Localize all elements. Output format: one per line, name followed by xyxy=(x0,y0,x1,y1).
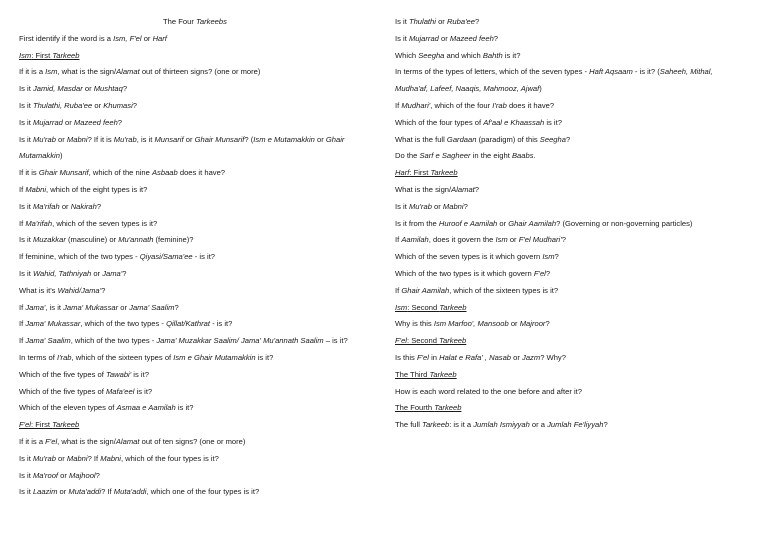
text-segment: or a xyxy=(529,420,548,430)
text-segment: Wahid, Tathniyah xyxy=(32,268,92,278)
text-segment: Ghair Munsarif xyxy=(194,134,245,144)
text-segment: The Fourth xyxy=(395,403,435,413)
text-segment: ? xyxy=(174,302,179,312)
text-segment: ? xyxy=(603,420,608,430)
question-line xyxy=(19,81,371,98)
text-segment: Ism xyxy=(542,252,555,262)
text-segment: Tarkeeb xyxy=(430,168,458,178)
text-segment: or xyxy=(141,33,153,43)
text-segment: or xyxy=(431,201,443,211)
text-segment: Jama' Saalim xyxy=(129,302,175,312)
question-line xyxy=(395,384,735,401)
question-line xyxy=(19,216,371,233)
text-segment: Mudhari' xyxy=(401,100,431,110)
text-segment: Haft Aqsaam xyxy=(589,67,633,77)
text-segment: Mabni xyxy=(100,453,121,463)
text-segment: Qiyasi/Sama'ee xyxy=(139,252,193,262)
text-segment: ? xyxy=(117,117,123,127)
question-line xyxy=(19,451,371,468)
text-segment: If it is xyxy=(19,168,39,178)
text-segment: ? If xyxy=(101,487,114,497)
text-segment: Mu'annath xyxy=(118,235,154,245)
text-segment: What is the sign/ xyxy=(395,184,452,194)
text-segment: Ghair Aamilah xyxy=(508,218,557,228)
text-segment: Ism xyxy=(495,235,508,245)
text-segment: Jama' xyxy=(102,268,123,278)
text-segment: ? xyxy=(101,285,106,295)
text-segment: Mazeed feeh xyxy=(449,33,494,43)
text-segment: Mabni xyxy=(25,184,47,194)
text-segment: or xyxy=(118,302,130,312)
text-segment: , which of the eight types is it? xyxy=(46,184,148,194)
question-line xyxy=(395,232,735,249)
text-segment: Gardaan xyxy=(446,134,477,144)
text-segment: or xyxy=(55,134,67,144)
text-segment: does it have? xyxy=(177,168,226,178)
text-segment: Ism, F'el xyxy=(113,33,142,43)
text-segment: in xyxy=(428,352,440,362)
text-segment: Is it xyxy=(19,487,33,497)
text-segment: Which of the five types of xyxy=(19,369,106,379)
text-segment: Seegha xyxy=(418,50,445,60)
right-lines xyxy=(395,14,735,434)
text-segment: ? xyxy=(561,235,566,245)
text-segment: ) xyxy=(59,151,63,161)
text-segment: or xyxy=(62,117,74,127)
text-segment: F'el xyxy=(416,352,429,362)
document-title xyxy=(19,14,371,31)
text-segment: is it? xyxy=(502,50,521,60)
text-segment: , which of the two types - xyxy=(70,336,157,346)
text-segment: Tarkeeb xyxy=(422,420,450,430)
question-line xyxy=(395,14,735,31)
text-segment: Is it xyxy=(19,235,33,245)
text-segment: , what is the sign/ xyxy=(57,67,117,77)
text-segment: If it is a xyxy=(19,67,46,77)
left-column xyxy=(19,14,371,501)
text-segment: - is it? xyxy=(209,319,233,329)
text-segment: Aamilah xyxy=(401,235,429,245)
text-segment: Mu'rab xyxy=(113,134,137,144)
text-segment: Mabni xyxy=(442,201,464,211)
section-heading xyxy=(395,300,735,317)
text-segment: Jazm xyxy=(522,352,541,362)
text-segment: or xyxy=(58,470,70,480)
text-segment: The Third xyxy=(395,369,430,379)
text-segment: Ism e Ghair Mutamakkin xyxy=(173,352,256,362)
text-segment: Muzakkar xyxy=(32,235,66,245)
text-segment: Tarkeeb xyxy=(429,369,457,379)
question-line xyxy=(19,199,371,216)
text-segment: does it have? xyxy=(506,100,555,110)
text-segment: Mujarrad xyxy=(32,117,63,127)
text-segment: Muta'addi xyxy=(68,487,102,497)
text-segment: or xyxy=(57,487,69,497)
text-segment: Ma'roof xyxy=(32,470,59,480)
text-segment: ? If xyxy=(87,453,101,463)
question-line xyxy=(395,64,735,98)
text-segment: ? Why? xyxy=(540,352,566,362)
text-segment: (paradigm) of this xyxy=(476,134,540,144)
text-segment: First identify if the word is a xyxy=(19,33,114,43)
question-line xyxy=(19,64,371,81)
question-line xyxy=(19,31,371,48)
text-segment: Mabni xyxy=(66,453,88,463)
text-segment: Is it xyxy=(19,117,33,127)
text-segment: Which of the four types of xyxy=(395,117,484,127)
text-segment: : is it a xyxy=(449,420,474,430)
text-segment: F'el xyxy=(45,436,58,446)
text-segment: Ism xyxy=(395,302,408,312)
text-segment: , is it xyxy=(45,302,64,312)
text-segment: F'el Mudhari' xyxy=(518,235,562,245)
text-segment: ? xyxy=(95,470,100,480)
question-line xyxy=(19,316,371,333)
question-line xyxy=(395,48,735,65)
text-segment: or xyxy=(183,134,195,144)
text-segment: Is it xyxy=(19,100,33,110)
text-segment: Halat e Rafa' , Nasab xyxy=(439,352,512,362)
text-segment: or xyxy=(511,352,523,362)
text-segment: Thulathi xyxy=(408,17,436,26)
text-segment: Bahth xyxy=(482,50,503,60)
text-segment: Mujarrad xyxy=(408,33,439,43)
question-line xyxy=(395,31,735,48)
text-segment: Mu'rab xyxy=(32,134,56,144)
text-segment: Ism xyxy=(45,67,58,77)
text-segment: out of thirteen signs? (one or more) xyxy=(139,67,261,77)
text-segment: Jama' Mukassar xyxy=(25,319,81,329)
question-line xyxy=(19,300,371,317)
question-line xyxy=(395,182,735,199)
text-segment: Ghair Munsarif xyxy=(38,168,89,178)
text-segment: Mu'rab xyxy=(408,201,432,211)
text-segment: If xyxy=(19,319,26,329)
question-line xyxy=(19,367,371,384)
text-segment: Which xyxy=(395,50,419,60)
text-segment: ? xyxy=(96,201,102,211)
section-heading xyxy=(19,417,371,434)
text-segment: If xyxy=(19,302,26,312)
text-segment: Ism e Mutamakkin xyxy=(253,134,315,144)
text-segment: , does it govern the xyxy=(428,235,496,245)
question-line xyxy=(19,484,371,501)
text-segment: Harf xyxy=(152,33,167,43)
text-segment: ? xyxy=(545,268,551,278)
text-segment: Jama' Saalim xyxy=(25,336,71,346)
text-segment: : Second xyxy=(407,336,440,346)
text-segment: Seegha xyxy=(539,134,566,144)
text-segment: Munsarif xyxy=(154,134,184,144)
text-segment: Saheeh, Mithal, Mudha'af, Lafeef, Naaqis, Mahmooz, Ajwaf xyxy=(395,67,713,94)
text-segment: Asmaa e Aamilah xyxy=(116,403,176,413)
text-segment: Ma'rifah xyxy=(32,201,60,211)
text-segment: Why is this xyxy=(395,319,434,329)
text-segment: Majhool xyxy=(69,470,96,480)
text-segment: - is it? xyxy=(192,252,216,262)
question-line xyxy=(19,283,371,300)
text-segment: and which xyxy=(444,50,483,60)
text-segment: What is the full xyxy=(395,134,447,144)
text-segment: ? xyxy=(545,319,550,329)
text-segment: , what is the sign/ xyxy=(57,436,116,446)
text-segment: ? xyxy=(554,252,559,262)
text-segment: Thulathi, Ruba'ee xyxy=(32,100,93,110)
question-line xyxy=(395,316,735,333)
text-segment: ? xyxy=(122,268,127,278)
question-line xyxy=(19,232,371,249)
text-segment: How is each word related to the one before and after it? xyxy=(395,386,583,396)
text-segment: , is it xyxy=(136,134,155,144)
section-heading xyxy=(395,333,735,350)
title-italic: Tarkeebs xyxy=(195,17,227,26)
text-segment: is it? xyxy=(134,386,153,396)
text-segment: If xyxy=(19,184,26,194)
question-line xyxy=(395,132,735,149)
text-segment: Jama' xyxy=(25,302,46,312)
question-line xyxy=(19,384,371,401)
text-segment: Which of the two types is it which govern xyxy=(395,268,534,278)
text-segment: Is it xyxy=(19,201,33,211)
text-segment: Mabni xyxy=(66,134,88,144)
text-segment: ? xyxy=(122,84,128,94)
text-segment: Tarkeeb xyxy=(52,420,80,430)
text-segment: ) xyxy=(539,84,542,94)
text-segment: Is it xyxy=(395,17,409,26)
text-segment: , which of the nine xyxy=(88,168,152,178)
question-line xyxy=(395,283,735,300)
text-segment: Do the xyxy=(395,151,420,161)
text-segment: If it is a xyxy=(19,436,46,446)
text-segment: or xyxy=(91,268,103,278)
text-segment: Jumlah Fe'liyyah xyxy=(547,420,604,430)
text-segment: Is it xyxy=(19,453,33,463)
text-segment: Nakirah xyxy=(70,201,97,211)
text-segment: in the eight xyxy=(470,151,512,161)
text-segment: : First xyxy=(409,168,431,178)
text-segment: , which of the sixteen types of xyxy=(71,352,174,362)
text-segment: Tarkeeb xyxy=(439,302,467,312)
text-segment: Is it from the xyxy=(395,218,439,228)
text-segment: : First xyxy=(31,420,53,430)
section-heading xyxy=(19,48,371,65)
question-line xyxy=(19,115,371,132)
text-segment: or xyxy=(59,201,71,211)
text-segment: Alamat xyxy=(115,436,140,446)
text-segment: F'el xyxy=(19,420,31,430)
question-line xyxy=(395,350,735,367)
text-segment: Jamid, Masdar xyxy=(32,84,83,94)
text-segment: Ghair Aamilah xyxy=(401,285,450,295)
text-segment: ? xyxy=(475,17,480,26)
text-segment: or xyxy=(314,134,326,144)
text-segment: Majroor xyxy=(519,319,546,329)
text-segment: In terms of the types of letters, which of the seven types - xyxy=(395,67,590,77)
text-segment: If xyxy=(395,100,402,110)
question-line xyxy=(395,249,735,266)
text-segment: Jama' Mukassar xyxy=(63,302,119,312)
text-segment: Ism Marfoo', Mansoob xyxy=(433,319,509,329)
text-segment: If xyxy=(395,285,402,295)
right-column xyxy=(395,14,735,434)
text-segment: Mu'rab xyxy=(32,453,56,463)
text-segment: I'rab xyxy=(56,352,72,362)
text-segment: ? If it is xyxy=(87,134,114,144)
text-segment: Af'aal e Khaassah xyxy=(483,117,545,127)
question-line xyxy=(395,148,735,165)
text-segment: ? ( xyxy=(244,134,254,144)
text-segment: , which of the seven types is it? xyxy=(52,218,158,228)
text-segment: , which one of the four types is it? xyxy=(146,487,260,497)
text-segment: Mafa'eel xyxy=(105,386,135,396)
question-line xyxy=(19,468,371,485)
text-segment: or xyxy=(438,33,450,43)
question-line xyxy=(395,216,735,233)
text-segment: Qillat/Kathrat xyxy=(166,319,210,329)
question-line xyxy=(19,165,371,182)
text-segment: Harf xyxy=(395,168,410,178)
text-segment: or xyxy=(508,319,520,329)
text-segment: Alamat xyxy=(451,184,475,194)
text-segment: Ism xyxy=(19,50,32,60)
text-segment: Is this xyxy=(395,352,417,362)
question-line xyxy=(19,182,371,199)
text-segment: ? xyxy=(493,33,499,43)
text-segment: Tarkeeb xyxy=(434,403,462,413)
text-segment: If xyxy=(19,218,26,228)
text-segment: or xyxy=(507,235,519,245)
text-segment: , which of the two types - xyxy=(80,319,167,329)
text-segment: Muta'addi xyxy=(113,487,147,497)
text-segment: Alamat xyxy=(116,67,140,77)
text-segment: or xyxy=(497,218,509,228)
text-segment: : First xyxy=(31,50,53,60)
question-line xyxy=(19,333,371,350)
text-segment: ? xyxy=(565,134,571,144)
question-line xyxy=(19,400,371,417)
question-line xyxy=(395,266,735,283)
text-segment: (masculine) or xyxy=(65,235,119,245)
text-segment: is it? xyxy=(175,403,194,413)
text-segment: What is it's xyxy=(19,285,58,295)
text-segment: Tarkeeb xyxy=(439,336,467,346)
question-line xyxy=(395,115,735,132)
text-segment: ? xyxy=(463,201,468,211)
text-segment: Jama' Muzakkar Saalim/ Jama' Mu'annath Saalim xyxy=(156,336,324,346)
text-segment: Baabs xyxy=(511,151,534,161)
text-segment: Asbaab xyxy=(151,168,178,178)
text-segment: . xyxy=(533,151,536,161)
question-line xyxy=(395,417,735,434)
text-segment: I'rab xyxy=(492,100,507,110)
text-segment: Is it xyxy=(19,134,33,144)
text-segment: Huroof e Aamilah xyxy=(438,218,498,228)
text-segment: Jumlah Ismiyyah xyxy=(473,420,530,430)
text-segment: Is it xyxy=(19,470,33,480)
question-line xyxy=(19,132,371,166)
question-line xyxy=(395,98,735,115)
text-segment: Tarkeeb xyxy=(52,50,80,60)
question-line xyxy=(19,434,371,451)
text-segment: , which of the four types is it? xyxy=(120,453,219,463)
text-segment: Is it xyxy=(19,84,33,94)
section-heading xyxy=(395,367,735,384)
text-segment: is it? xyxy=(544,117,562,127)
text-segment: If xyxy=(19,336,26,346)
text-segment: out of ten signs? (one or more) xyxy=(139,436,246,446)
text-segment: Ghair Mutamakkin xyxy=(19,134,345,161)
text-segment: (feminine)? xyxy=(153,235,194,245)
question-line xyxy=(19,350,371,367)
text-segment: If feminine, which of the two types - xyxy=(19,252,140,262)
text-segment: or xyxy=(435,17,447,26)
title-prefix: The Four xyxy=(163,17,196,26)
text-segment: Mushtaq xyxy=(93,84,123,94)
text-segment: or xyxy=(92,100,104,110)
text-segment: In terms of xyxy=(19,352,57,362)
text-segment: or xyxy=(82,84,94,94)
text-segment: Sarf e Sagheer xyxy=(419,151,471,161)
text-segment: or xyxy=(55,453,67,463)
text-segment: Laazim xyxy=(32,487,58,497)
text-segment: is it? xyxy=(255,352,274,362)
text-segment: , which of the sixteen types is it? xyxy=(449,285,559,295)
text-segment: Tawabi' xyxy=(105,369,132,379)
text-segment: Is it xyxy=(19,268,33,278)
text-segment: Wahid/Jama' xyxy=(57,285,102,295)
text-segment: : Second xyxy=(407,302,440,312)
text-segment: ? xyxy=(474,184,480,194)
text-segment: If xyxy=(395,235,402,245)
text-segment: F'el xyxy=(533,268,546,278)
text-segment: Ruba'ee xyxy=(446,17,476,26)
text-segment: Ma'rifah xyxy=(25,218,53,228)
text-segment: Is it xyxy=(395,201,409,211)
text-segment: The full xyxy=(395,420,423,430)
text-segment: Which of the eleven types of xyxy=(19,403,117,413)
question-line xyxy=(395,199,735,216)
text-segment: Which of the five types of xyxy=(19,386,106,396)
question-line xyxy=(19,249,371,266)
section-heading xyxy=(395,165,735,182)
question-line xyxy=(19,266,371,283)
question-line xyxy=(19,98,371,115)
text-segment: , which of the four xyxy=(430,100,493,110)
text-segment: Mazeed feeh xyxy=(73,117,118,127)
text-segment: Is it xyxy=(395,33,409,43)
text-segment: – is it? xyxy=(323,336,348,346)
left-lines xyxy=(19,31,371,501)
section-heading xyxy=(395,400,735,417)
text-segment: is it? xyxy=(131,369,149,379)
text-segment: F'el xyxy=(395,336,407,346)
text-segment: ? xyxy=(132,100,137,110)
text-segment: Khumasi xyxy=(103,100,133,110)
text-segment: - is it? ( xyxy=(632,67,660,77)
text-segment: Which of the seven types is it which govern xyxy=(395,252,543,262)
text-segment: ? (Governing or non-governing particles) xyxy=(556,218,693,228)
